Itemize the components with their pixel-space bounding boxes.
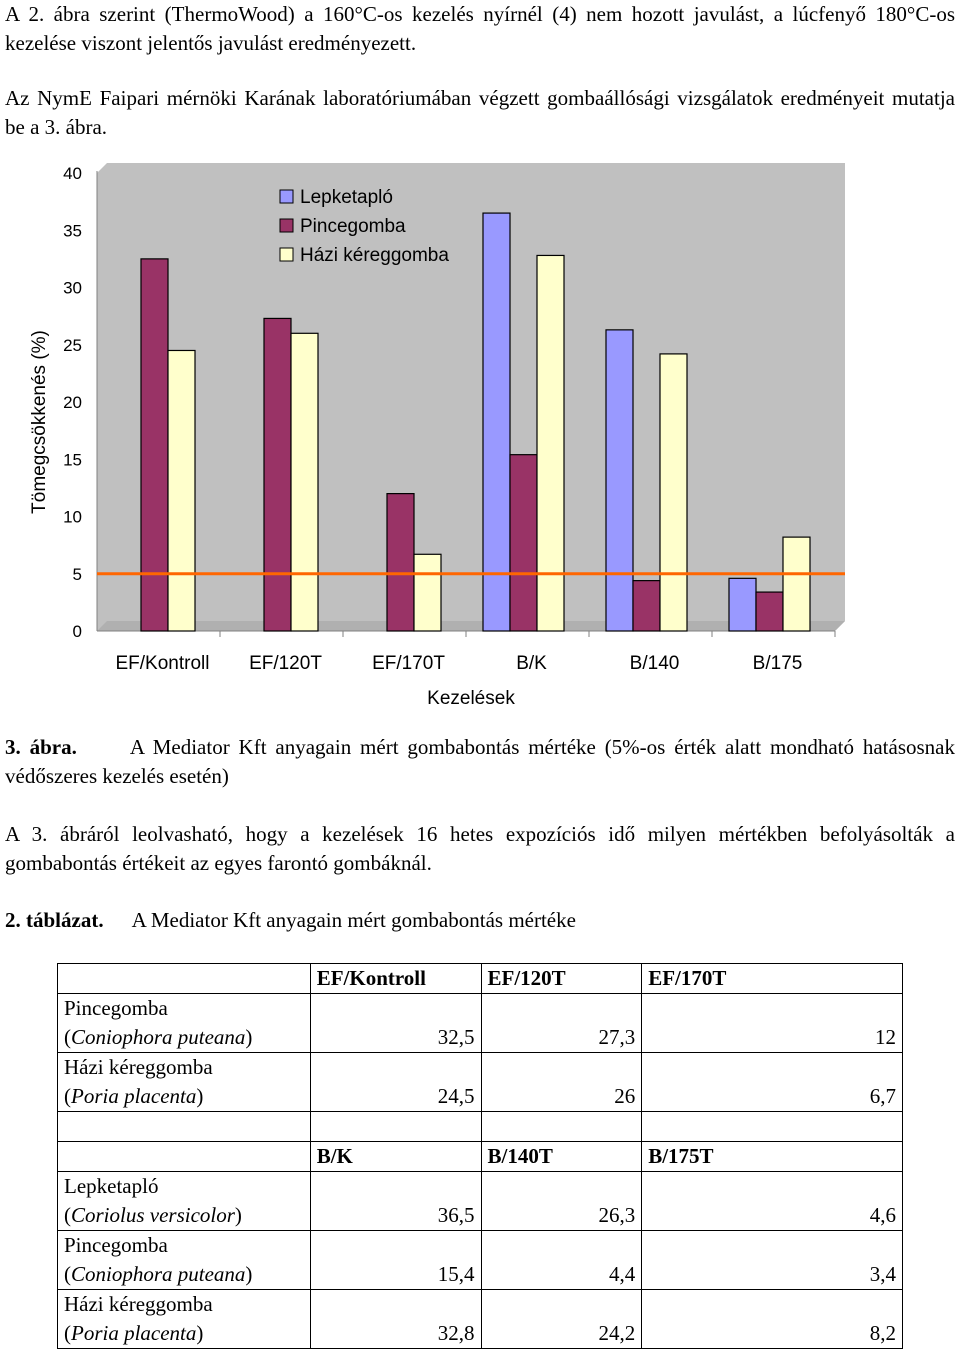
x-tick-label: B/175 bbox=[752, 653, 803, 674]
table-cell: 15,4 bbox=[310, 1231, 481, 1290]
intro-text-1: A 2. ábra szerint (ThermoWood) a 160°C-os kezelés nyírnél (4) nem hozott javulást, a lúcfenyő 180°C-os kezelése viszont jelentős javulást eredményezett. bbox=[5, 2, 955, 55]
table-caption-text: A Mediator Kft anyagain mért gombabontás mértéke bbox=[131, 908, 576, 932]
species-latin: Coniophora puteana bbox=[71, 1262, 246, 1286]
y-tick-label: 0 bbox=[72, 622, 82, 641]
y-axis-title: Tömegcsökkenés (%) bbox=[29, 330, 50, 514]
table-cell: 32,8 bbox=[310, 1290, 481, 1349]
table-header-row-1 bbox=[58, 964, 903, 994]
intro-text-2: Az NymE Faipari mérnöki Karának laboratóriumában végzett gombaállósági vizsgálatok eredményeit mutatja be a 3. ábra. bbox=[5, 86, 955, 139]
species-name: Házi kéreggomba bbox=[64, 1055, 213, 1079]
bar bbox=[633, 581, 660, 631]
x-tick-label: EF/120T bbox=[249, 653, 322, 674]
bar bbox=[414, 554, 441, 631]
y-tick-label: 40 bbox=[63, 164, 82, 183]
intro-paragraph-1 bbox=[5, 0, 955, 58]
bar bbox=[783, 537, 810, 631]
bar bbox=[660, 354, 687, 631]
table-row-label: Lepketapló (Coriolus versicolor) bbox=[58, 1172, 311, 1231]
table-header-cell: B/K bbox=[310, 1142, 481, 1172]
legend-label: Házi kéreggomba bbox=[300, 245, 449, 266]
bar bbox=[291, 333, 318, 631]
x-tick-label: EF/Kontroll bbox=[115, 653, 210, 674]
plot-area bbox=[97, 163, 845, 631]
legend-label: Pincegomba bbox=[300, 216, 406, 237]
x-axis-title: Kezelések bbox=[427, 688, 515, 709]
y-tick-label: 25 bbox=[63, 335, 82, 355]
table-cell: 8,2 bbox=[642, 1290, 903, 1349]
legend-swatch bbox=[280, 248, 293, 261]
species-latin: Coriolus versicolor bbox=[71, 1203, 235, 1227]
table-row-label: Házi kéreggomba (Poria placenta) bbox=[58, 1290, 311, 1349]
table-cell: 24,2 bbox=[481, 1290, 642, 1349]
body-paragraph bbox=[5, 820, 955, 878]
table-cell: 32,5 bbox=[310, 994, 481, 1053]
table-header-row-2 bbox=[58, 1142, 903, 1172]
table-cell: 6,7 bbox=[642, 1053, 903, 1112]
table-spacer-row bbox=[58, 1112, 903, 1142]
table-header-cell: B/175T bbox=[642, 1142, 903, 1172]
figure-caption-text: A Mediator Kft anyagain mért gombabontás mértéke (5%-os érték alatt mondható hatásosnak védőszeres kezelés esetén) bbox=[5, 735, 956, 788]
results-table bbox=[57, 963, 903, 1349]
y-tick-label: 15 bbox=[63, 450, 82, 470]
table-header-cell: EF/Kontroll bbox=[310, 964, 481, 994]
bar-chart bbox=[0, 150, 960, 720]
table-cell-empty bbox=[481, 1112, 642, 1142]
table-header-empty bbox=[58, 964, 311, 994]
table-cell: 26 bbox=[481, 1053, 642, 1112]
species-latin: Poria placenta bbox=[71, 1321, 197, 1345]
table-cell: 26,3 bbox=[481, 1172, 642, 1231]
table-row bbox=[58, 994, 903, 1053]
table-row bbox=[58, 1053, 903, 1112]
species-latin: Coniophora puteana bbox=[71, 1025, 246, 1049]
table-row bbox=[58, 1290, 903, 1349]
table-row-label: Pincegomba (Coniophora puteana) bbox=[58, 994, 311, 1053]
table-row-label: Házi kéreggomba (Poria placenta) bbox=[58, 1053, 311, 1112]
table-header-cell: EF/170T bbox=[642, 964, 903, 994]
y-tick-label: 35 bbox=[63, 221, 82, 241]
table-header-empty bbox=[58, 1142, 311, 1172]
species-name: Házi kéreggomba bbox=[64, 1292, 213, 1316]
figure-caption-label: 3. ábra. bbox=[5, 735, 77, 759]
species-name: Pincegomba bbox=[64, 996, 168, 1020]
bar bbox=[387, 494, 414, 631]
table-caption-label: 2. táblázat. bbox=[5, 908, 104, 932]
x-tick-label: EF/170T bbox=[372, 653, 445, 674]
legend-swatch bbox=[280, 219, 293, 232]
table-header-cell: B/140T bbox=[481, 1142, 642, 1172]
y-tick-label: 20 bbox=[63, 393, 82, 412]
y-tick-label: 30 bbox=[63, 278, 82, 298]
bar bbox=[510, 455, 537, 631]
table-cell: 36,5 bbox=[310, 1172, 481, 1231]
intro-paragraph-2 bbox=[5, 84, 955, 142]
table-cell: 3,4 bbox=[642, 1231, 903, 1290]
bar bbox=[168, 350, 195, 631]
table-row bbox=[58, 1172, 903, 1231]
table-cell: 4,4 bbox=[481, 1231, 642, 1290]
table-cell-empty bbox=[58, 1112, 311, 1142]
bar bbox=[264, 318, 291, 631]
bar bbox=[729, 578, 756, 631]
legend-label: Lepketapló bbox=[300, 187, 393, 208]
table-row bbox=[58, 1231, 903, 1290]
bar bbox=[756, 592, 783, 631]
table-cell: 12 bbox=[642, 994, 903, 1053]
species-name: Pincegomba bbox=[64, 1233, 168, 1257]
x-tick-label: B/140 bbox=[629, 653, 680, 674]
table-cell-empty bbox=[642, 1112, 903, 1142]
bar bbox=[483, 213, 510, 631]
figure-caption bbox=[5, 733, 955, 791]
legend-swatch bbox=[280, 190, 293, 203]
table-cell: 24,5 bbox=[310, 1053, 481, 1112]
table-header-cell: EF/120T bbox=[481, 964, 642, 994]
y-tick-label: 10 bbox=[63, 507, 82, 527]
table-row-label: Pincegomba (Coniophora puteana) bbox=[58, 1231, 311, 1290]
table-cell: 4,6 bbox=[642, 1172, 903, 1231]
x-tick-label: B/K bbox=[516, 653, 547, 674]
table-cell-empty bbox=[310, 1112, 481, 1142]
table-cell: 27,3 bbox=[481, 994, 642, 1053]
bar bbox=[606, 330, 633, 631]
species-name: Lepketapló bbox=[64, 1174, 159, 1198]
body-text: A 3. ábráról leolvasható, hogy a kezelések 16 hetes expozíciós idő milyen mértékben befolyásolták a gombabontás értékeit az egyes farontó gombáknál. bbox=[5, 822, 955, 875]
y-tick-label: 5 bbox=[72, 564, 82, 584]
species-latin: Poria placenta bbox=[71, 1084, 197, 1108]
table-caption bbox=[5, 906, 955, 935]
